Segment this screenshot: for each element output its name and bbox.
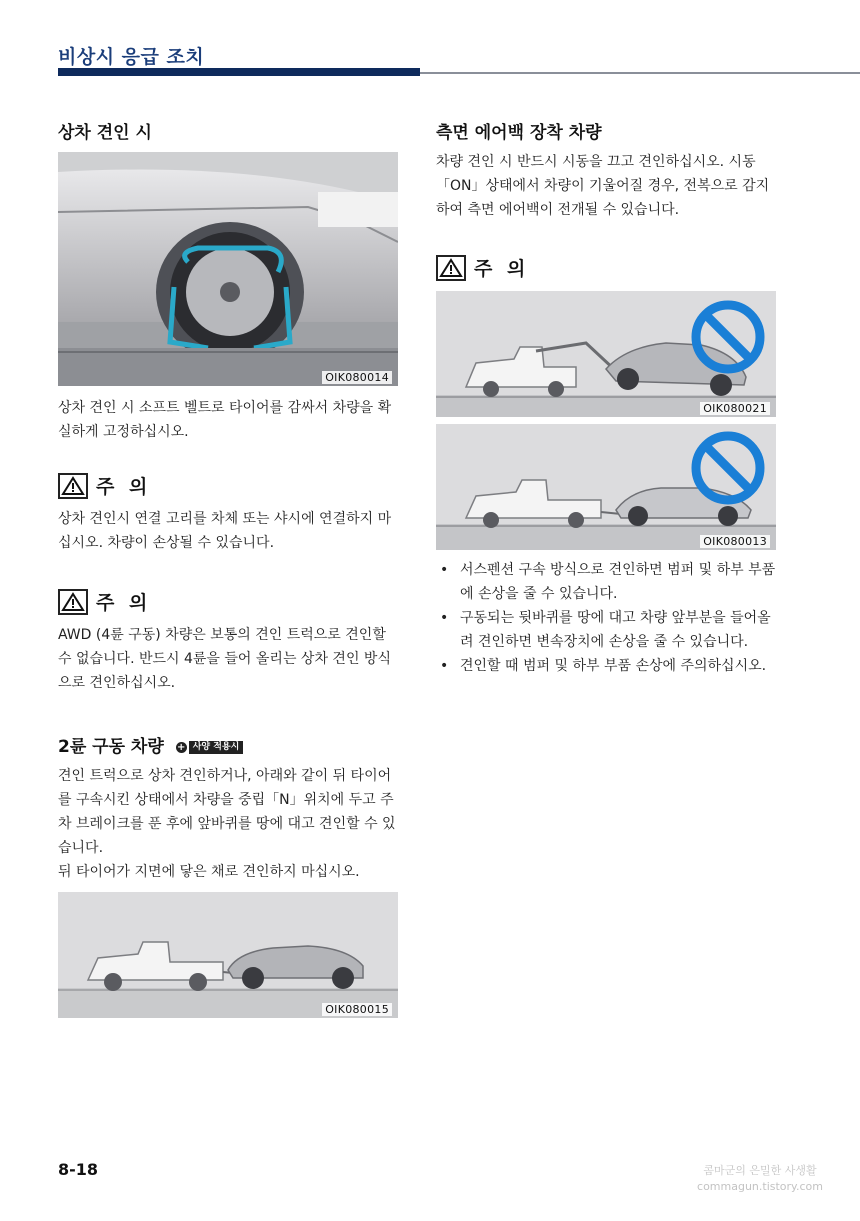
figure-code: OIK080014 [322,371,392,384]
figure-code: OIK080015 [322,1003,392,1016]
bullet-item: • 구동되는 뒷바퀴를 땅에 대고 차량 앞부분을 들어올려 견인하면 변속장치에 손상을 줄 수 있습니다. [440,610,771,650]
caution-text: 상차 견인시 연결 고리를 차체 또는 샤시에 연결하지 마십시오. 차량이 손상될 수 있습니다. [58,511,392,551]
header-rule-accent [58,68,420,76]
caution-heading [58,588,398,615]
watermark-line-2: commagun.tistory.com [697,1180,823,1193]
caution-box-3 [436,254,776,281]
wheel-lift-prohibited-illustration [436,291,776,417]
watermark-line-1: 콤마군의 은밀한 사생활 [703,1164,817,1177]
page-number: 8-18 [58,1160,99,1179]
flatbed-car-illustration [58,152,398,386]
header-rule [420,72,860,74]
caution-label: 주 의 [96,592,152,614]
warning-triangle-icon [58,473,88,499]
caution-box-1 [58,472,398,555]
option-badge [176,741,244,754]
dolly-tow-illustration [58,892,398,1018]
warning-triangle-icon [58,589,88,615]
flatbed-paragraph: 상차 견인 시 소프트 벨트로 타이어를 감싸서 차량을 확실하게 고정하십시오. [58,400,392,440]
bullet-item: • 서스펜션 구속 방식으로 견인하면 범퍼 및 하부 부품에 손상을 줄 수 있습니다. [440,562,776,602]
rear-dolly-prohibited-illustration [436,424,776,550]
chapter-title: 비상시 응급 조치 [58,46,205,68]
option-badge-label: 사양 적용시 [189,741,244,754]
warning-triangle-icon [436,255,466,281]
flatbed-section-title: 상차 견인 시 [58,123,152,143]
caution-box-2 [58,588,398,695]
airbag-section-title: 측면 에어백 장착 차량 [436,123,602,143]
watermark [660,1163,860,1195]
caution-label: 주 의 [474,258,530,280]
dolly-rear-figure [436,424,776,550]
figure-code: OIK080013 [700,535,770,548]
caution-heading [436,254,776,281]
twowd-paragraph: 견인 트럭으로 상차 견인하거나, 아래와 같이 뒤 타이어를 구속시킨 상태에서 차량을 중립「N」위치에 두고 주차 브레이크를 푼 후에 앞바퀴를 땅에 대고 견인할 수 있습니다. [58,768,396,856]
twowd-section-title [58,732,398,757]
twowd-title-text: 2륜 구동 차량 [58,737,164,757]
caution-bullets [436,558,776,678]
bullet-item: • 견인할 때 범퍼 및 하부 부품 손상에 주의하십시오. [440,658,767,674]
wheel-lift-figure [436,291,776,417]
caution-label: 주 의 [96,476,152,498]
plus-circle-icon: + [177,741,186,753]
flatbed-figure [58,152,398,386]
twowd-paragraph-2: 뒤 타이어가 지면에 닿은 채로 견인하지 마십시오. [58,864,360,880]
caution-heading [58,472,398,499]
dolly-figure [58,892,398,1018]
figure-code: OIK080021 [700,402,770,415]
bullet-list [436,558,776,678]
caution-text: AWD (4륜 구동) 차량은 보통의 견인 트럭으로 견인할 수 없습니다. 반드시 4륜을 들어 올리는 상차 견인 방식으로 견인하십시오. [58,627,391,691]
airbag-paragraph: 차량 견인 시 반드시 시동을 끄고 견인하십시오. 시동「ON」상태에서 차량이 기울어질 경우, 전복으로 감지하여 측면 에어백이 전개될 수 있습니다. [436,154,770,218]
